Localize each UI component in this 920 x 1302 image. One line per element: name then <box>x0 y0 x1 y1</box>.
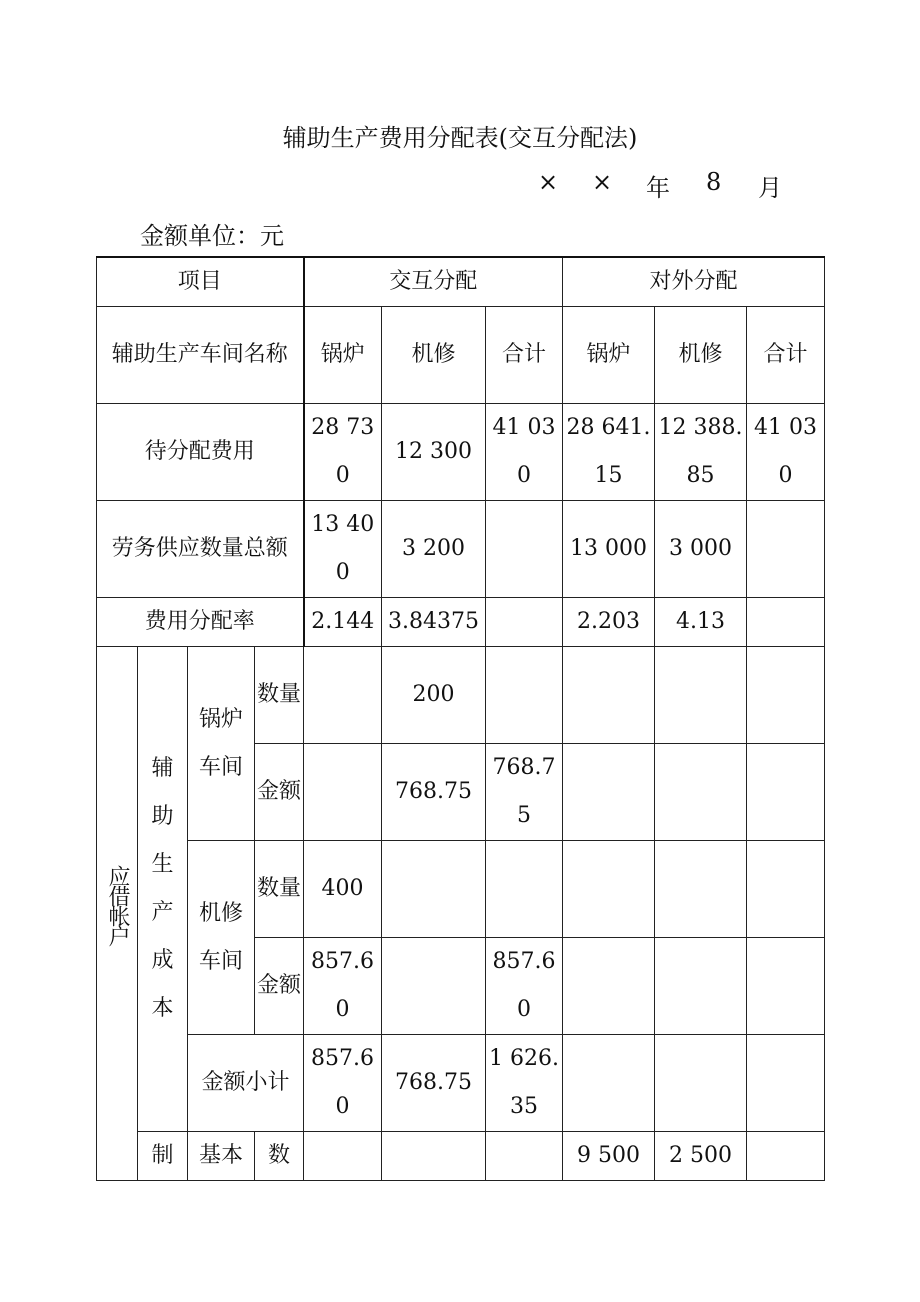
cell <box>747 501 825 598</box>
cell <box>563 647 655 744</box>
header-external-repair: 机修 <box>655 307 747 404</box>
cell: 768.75 <box>486 744 563 841</box>
cell: 4.13 <box>655 598 747 647</box>
header-workshop-name: 辅助生产车间名称 <box>97 307 304 404</box>
date-year-label: 年 <box>646 174 670 202</box>
cell: 28 641.15 <box>563 404 655 501</box>
cell <box>563 841 655 938</box>
allocation-table <box>96 256 825 1181</box>
cell: 3.84375 <box>382 598 486 647</box>
date-month-label: 月 <box>758 174 782 202</box>
cell: 1 626.35 <box>486 1035 563 1132</box>
cell <box>747 938 825 1035</box>
mfg-label: 制 <box>138 1132 188 1181</box>
cell <box>747 647 825 744</box>
cell: 9 500 <box>563 1132 655 1181</box>
basic-label: 基本 <box>188 1132 255 1181</box>
cell <box>747 1132 825 1181</box>
table-row <box>97 598 825 647</box>
cell: 2.144 <box>304 598 382 647</box>
aux-cost-label: 辅助生产成本 <box>138 647 188 1132</box>
cell: 28 730 <box>304 404 382 501</box>
boiler-ws-label: 锅炉车间 <box>188 647 255 841</box>
repair-ws-label: 机修车间 <box>188 841 255 1035</box>
cell <box>655 744 747 841</box>
row-label-rate: 费用分配率 <box>97 598 304 647</box>
cell: 857.60 <box>486 938 563 1035</box>
cell: 857.60 <box>304 938 382 1035</box>
cell <box>655 938 747 1035</box>
cell: 3 000 <box>655 501 747 598</box>
cell: 200 <box>382 647 486 744</box>
cell <box>655 647 747 744</box>
document-title: 辅助生产费用分配表(交互分配法) <box>282 124 638 152</box>
table-row <box>97 1132 825 1181</box>
cell: 2 500 <box>655 1132 747 1181</box>
header-external: 对外分配 <box>563 257 825 307</box>
amount-label: 金额 <box>255 938 304 1035</box>
cell <box>655 1035 747 1132</box>
cell <box>747 598 825 647</box>
cell <box>563 1035 655 1132</box>
cell: 12 300 <box>382 404 486 501</box>
date-year-mark-2: × <box>592 168 613 196</box>
cell: 41 030 <box>747 404 825 501</box>
subtotal-label: 金额小计 <box>188 1035 304 1132</box>
header-item: 项目 <box>97 257 304 307</box>
cell <box>382 938 486 1035</box>
header-mutual: 交互分配 <box>304 257 563 307</box>
cell <box>486 598 563 647</box>
row-label-service-qty: 劳务供应数量总额 <box>97 501 304 598</box>
unit-label: 金额单位：元 <box>140 222 284 250</box>
cell: 41 030 <box>486 404 563 501</box>
header-mutual-boiler: 锅炉 <box>304 307 382 404</box>
qty-label: 数量 <box>255 647 304 744</box>
cell <box>304 1132 382 1181</box>
cell: 3 200 <box>382 501 486 598</box>
cell <box>563 744 655 841</box>
cell <box>304 647 382 744</box>
cell: 13 400 <box>304 501 382 598</box>
cell: 13 000 <box>563 501 655 598</box>
cell <box>382 841 486 938</box>
cell <box>655 841 747 938</box>
cell <box>747 841 825 938</box>
cell: 857.60 <box>304 1035 382 1132</box>
date-month: 8 <box>706 168 722 196</box>
cell <box>486 501 563 598</box>
cell: 2.203 <box>563 598 655 647</box>
cell <box>563 938 655 1035</box>
qty-label: 数量 <box>255 841 304 938</box>
date-year-mark-1: × <box>538 168 559 196</box>
cell: 12 388.85 <box>655 404 747 501</box>
cell: 768.75 <box>382 1035 486 1132</box>
table-row <box>97 647 825 744</box>
table-row <box>97 404 825 501</box>
cell <box>486 1132 563 1181</box>
header-external-boiler: 锅炉 <box>563 307 655 404</box>
table-row <box>97 501 825 598</box>
table-row <box>97 841 825 938</box>
cell: 768.75 <box>382 744 486 841</box>
cell <box>747 744 825 841</box>
cell <box>382 1132 486 1181</box>
cell <box>304 744 382 841</box>
amount-label: 金额 <box>255 744 304 841</box>
header-mutual-repair: 机修 <box>382 307 486 404</box>
mfg-qty-label: 数 <box>255 1132 304 1181</box>
header-external-total: 合计 <box>747 307 825 404</box>
table-row <box>97 1035 825 1132</box>
header-mutual-total: 合计 <box>486 307 563 404</box>
cell <box>486 647 563 744</box>
cell <box>747 1035 825 1132</box>
row-label-pending: 待分配费用 <box>97 404 304 501</box>
cell <box>486 841 563 938</box>
cell: 400 <box>304 841 382 938</box>
debit-account-label: 应借帐户 <box>97 647 138 1181</box>
